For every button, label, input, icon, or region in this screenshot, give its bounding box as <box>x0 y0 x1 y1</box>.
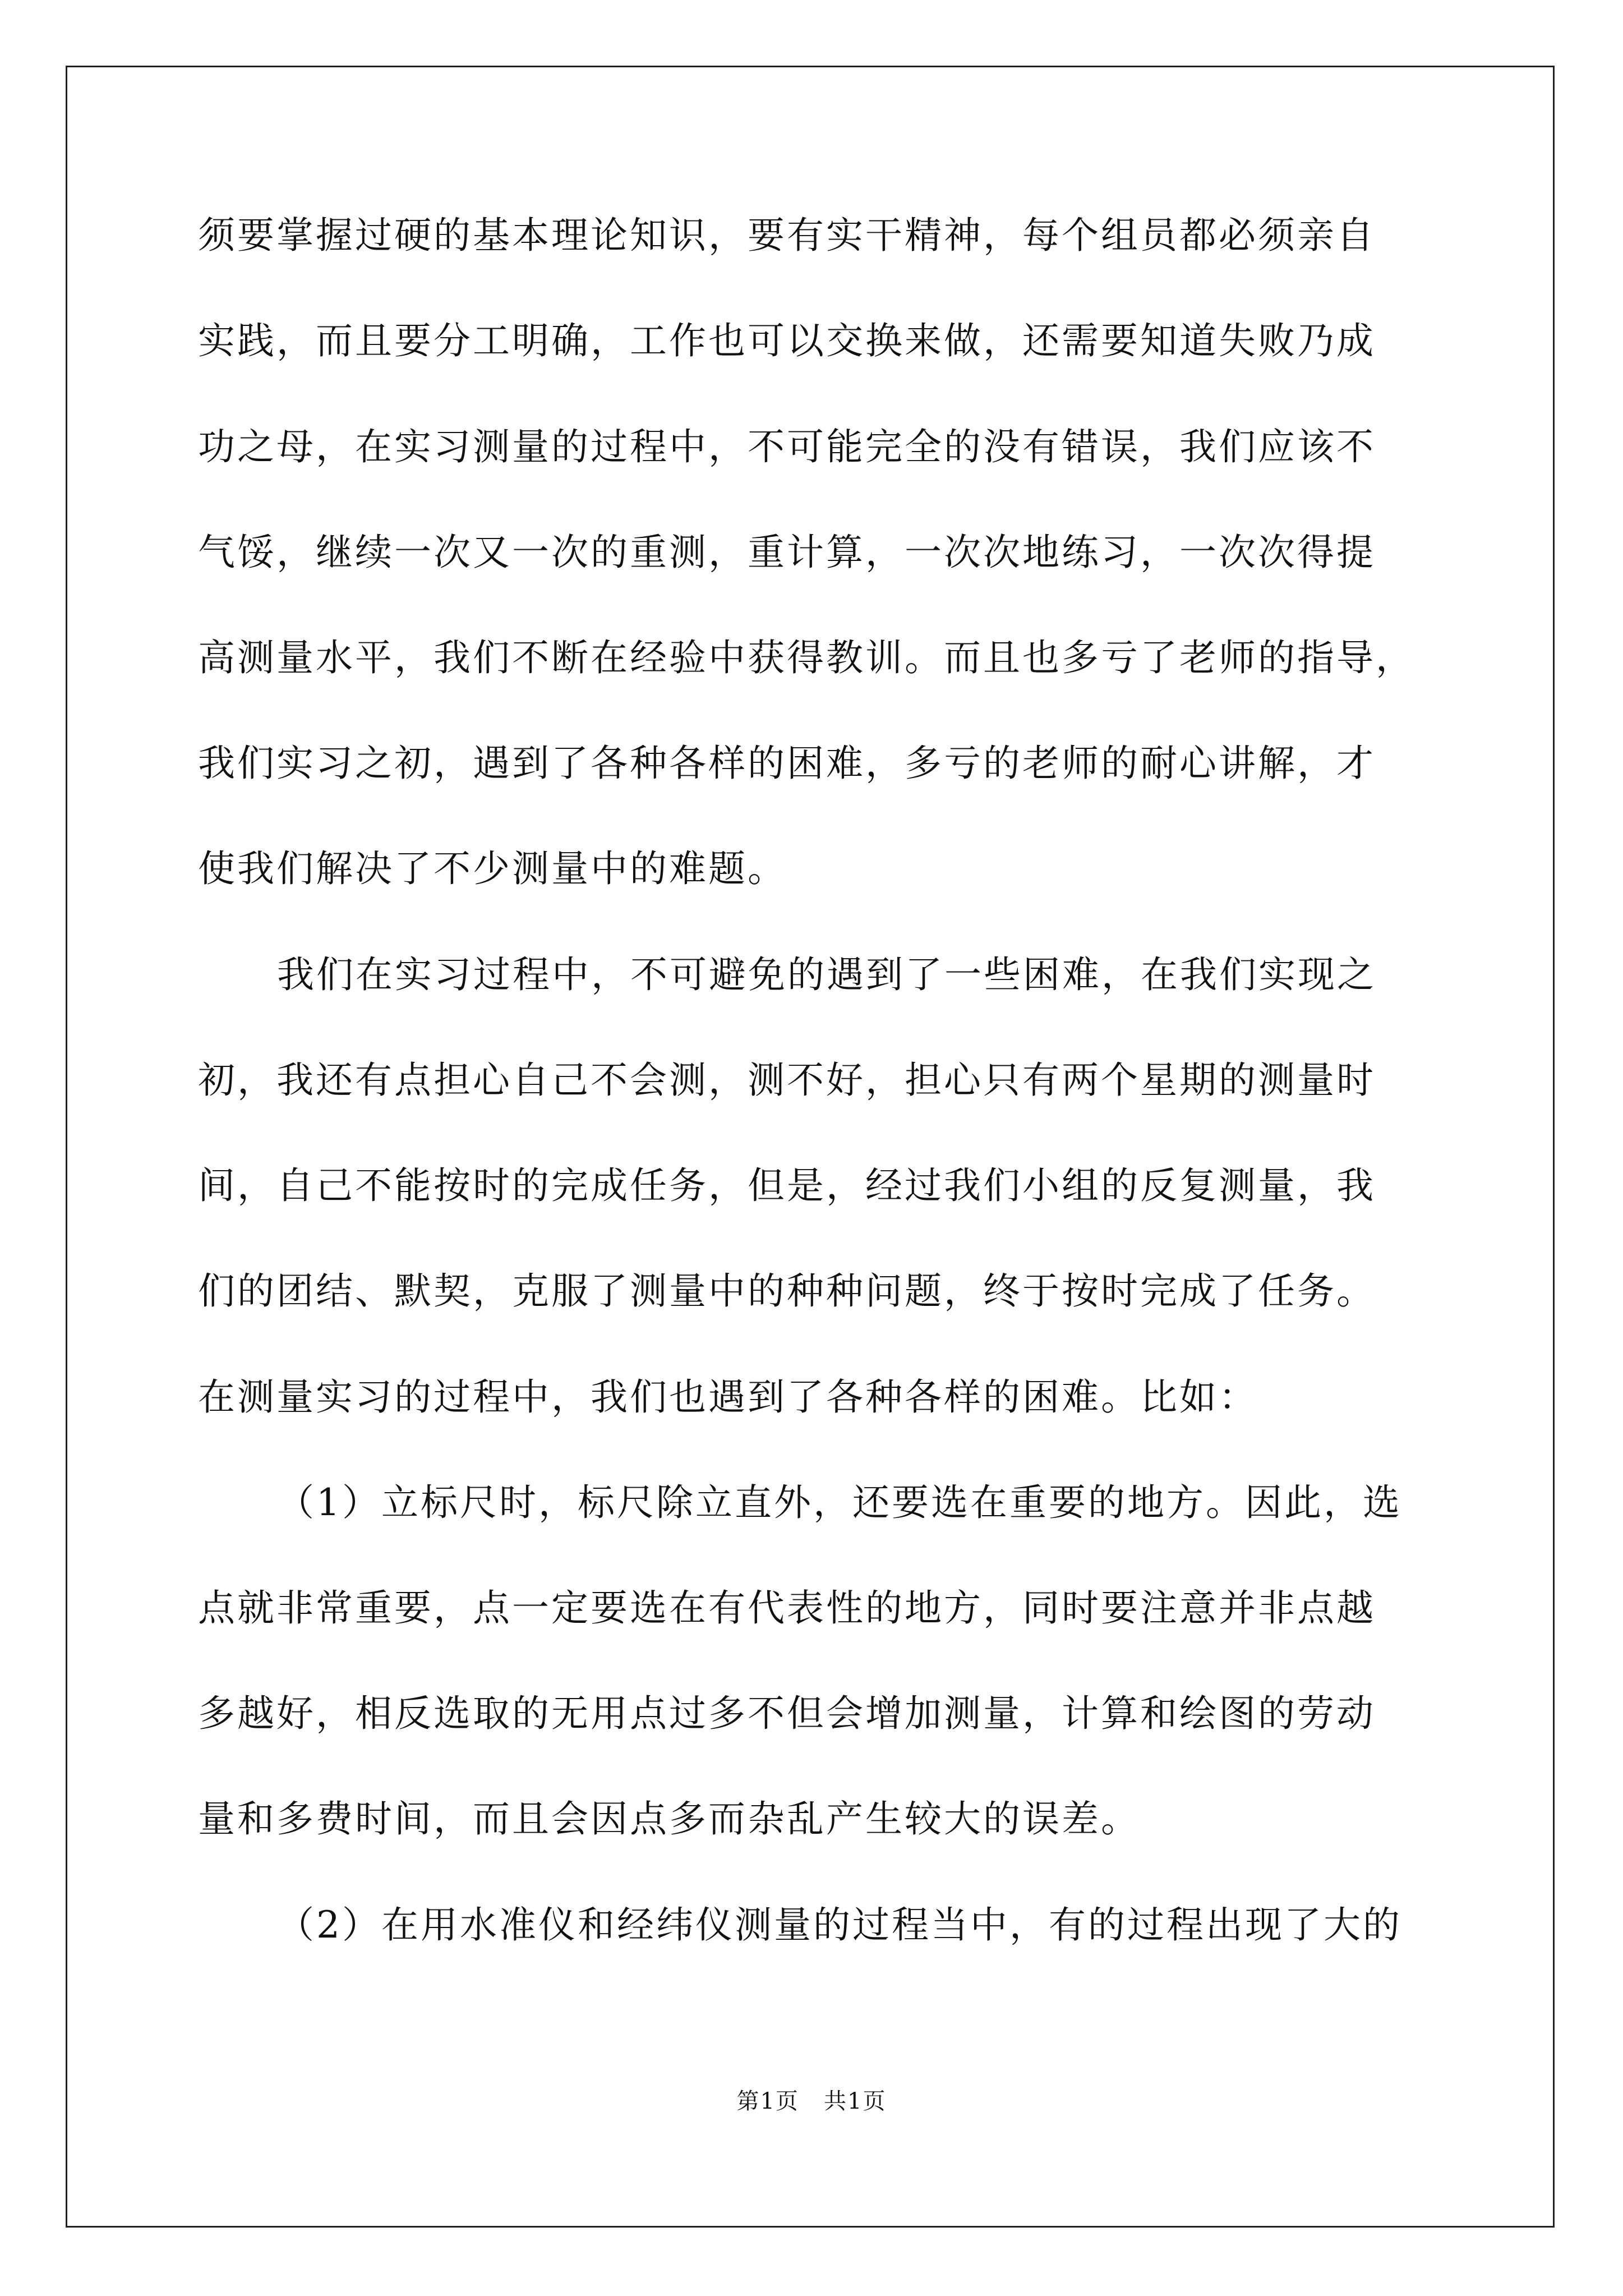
text-line: 间，自己不能按时的完成任务，但是，经过我们小组的反复测量，我 <box>198 1164 1376 1207</box>
text-line: 高测量水平，我们不断在经验中获得教训。而且也多亏了老师的指导， <box>198 636 1415 679</box>
text-line: 点就非常重要，点一定要选在有代表性的地方，同时要注意并非点越 <box>198 1586 1376 1630</box>
paragraph-start-line: 我们在实习过程中，不可避免的遇到了一些困难，在我们实现之 <box>277 953 1376 996</box>
text-line: 气馁，继续一次又一次的重测，重计算，一次次地练习，一次次得提 <box>198 531 1376 574</box>
text-line: 使我们解决了不少测量中的难题。 <box>198 847 787 890</box>
text-line: 初，我还有点担心自己不会测，测不好，担心只有两个星期的测量时 <box>198 1059 1376 1102</box>
text-line: 须要掌握过硬的基本理论知识，要有实干精神，每个组员都必须亲自 <box>198 214 1376 257</box>
text-line: 在测量实习的过程中，我们也遇到了各种各样的困难。比如： <box>198 1375 1258 1419</box>
page-footer: 第1页 共1页 <box>736 2088 887 2114</box>
text-line: 功之母，在实习测量的过程中，不可能完全的没有错误，我们应该不 <box>198 425 1376 468</box>
paragraph-start-line: （2）在用水准仪和经纬仪测量的过程当中，有的过程出现了大的 <box>277 1903 1402 1947</box>
text-line: 们的团结、默契，克服了测量中的种种问题，终于按时完成了任务。 <box>198 1269 1376 1313</box>
text-line: 实践，而且要分工明确，工作也可以交换来做，还需要知道失败乃成 <box>198 319 1376 362</box>
text-line: 多越好，相反选取的无用点过多不但会增加测量，计算和绘图的劳动 <box>198 1692 1376 1735</box>
text-line: 量和多费时间，而且会因点多而杂乱产生较大的误差。 <box>198 1797 1140 1841</box>
paragraph-start-line: （1）立标尺时，标尺除立直外，还要选在重要的地方。因此，选 <box>277 1481 1402 1524</box>
text-line: 我们实习之初，遇到了各种各样的困难，多亏的老师的耐心讲解，才 <box>198 742 1376 785</box>
